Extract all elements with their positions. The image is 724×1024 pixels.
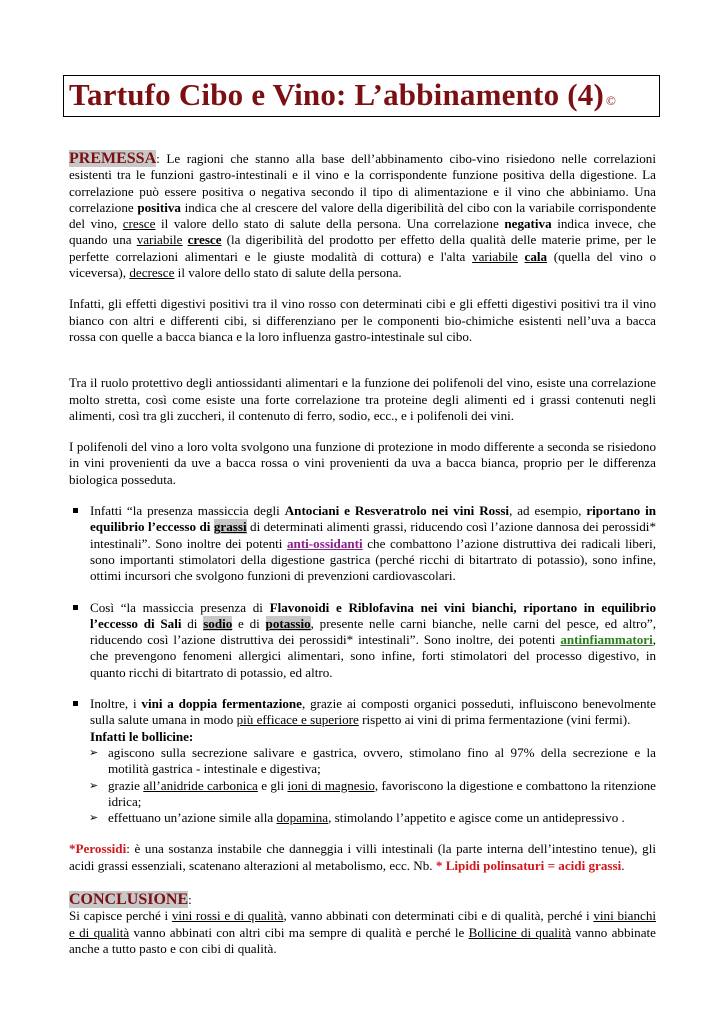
text-run: Si capisce perché i [69,908,172,924]
document-body [69,151,656,972]
bollicine-item [89,777,656,811]
bollicine-item [89,810,656,826]
paragraph-antiossidanti: Tra il ruolo protettivo degli antiossidanti alimentari e la funzione dei polifenoli del vino, esiste una correlazione molto stretta, così come esiste una forte correlazione tra proteine degli alimenti ed i grassi contenuti negli alimenti, così tra gli zuccheri, il contenuto di ferro, sodio, ecc., e i polifenoli dei vini. [69,375,656,423]
perossidi-label: Perossidi [75,841,127,857]
bullet-list [69,503,656,826]
text-run: , che prevengono fenomeni allergici alimentari, sono infine, forti stimolatori del processo digestivo, in quanto ricchi di bitartrato di potassio, ed altro. [90,632,656,680]
arrow-bullet-icon: ➢ [89,812,99,825]
lipidi-note: Lipidi polinsaturi = acidi grassi [445,857,622,873]
underline-piu-efficace: più efficace e superiore [236,712,359,728]
text-run: rispetto ai vini di prima fermentazione (vini fermi). [358,712,631,728]
bollicine-item [89,744,656,778]
text-run: , vanno abbinati con determinati cibi e di qualità, perché i [283,908,594,924]
title-text: Tartufo Cibo e Vino: L’abbinamento (4) [69,77,604,112]
text-run: , stimolando l’appetito e agisce come un antidepressivo . [328,810,625,826]
conclusione-section [69,892,656,957]
anti-ossidanti-term: anti-ossidanti [286,535,363,551]
conclusione-heading: CONCLUSIONE [69,890,189,908]
bold-underline-cala: cala [524,248,548,264]
note-star: * [435,857,446,873]
conclusione-colon: : [188,891,192,907]
underline-dopamina: dopamina [276,810,329,826]
text-run: agiscono sulla secrezione salivare e gastrica, ovvero, stimolano fino al 97% della secrezione e la motilità gastrica - intestinale e digestiva; [108,744,656,777]
text-run: . [621,857,625,873]
underline-vini-bianchi: vini bianchi e di qualità [69,908,656,940]
bold-underline-cresce: cresce [187,232,222,248]
text-run: effettuano un’azione simile alla [108,810,277,826]
premessa-paragraph [69,151,656,281]
text-run: , presente nelle carni bianche, nelle carni del pesce, ed altro”, riducendo così l’azione distruttiva dei perossidi* intestinali”. Sono inoltre, dei potenti [90,615,656,648]
text-run: Le ragioni che stanno alla base dell’abbinamento cibo-vino risiedono nelle correlazioni esistenti tra le funzioni gastro-intestinali e il vino e la corrispondente funzione positiva della digestione. La correlazione può essere positiva o negativa secondo il tipo di alimentazione e il vino che abbiniamo. Una correlazione [69,151,656,215]
paragraph-polifenoli: I polifenoli del vino a loro volta svolgono una funzione di protezione in modo differente a seconda se risiedono in vini provenienti da uve a bacca rossa o vini provenienti da uva a bacca bianca, proprio per le differenza biologica posseduta. [69,439,656,487]
perossidi-note [69,841,656,874]
bullet-doppia-fermentazione [90,696,656,826]
text-run: di [181,615,204,631]
text-run: e di [232,615,266,631]
antinfiammatori-term: antinfiammatori [560,632,653,648]
highlight-potassio: potassio [265,615,311,631]
bold-doppia-fermentazione: vini a doppia fermentazione [141,696,302,712]
text-run: che combattono l’azione distruttiva dei radicali liberi, sono importanti stimolatori della digestione gastrica (perché ricchi di bitartrato di potassio), sono infine, ottimi incursori che svolgono funzioni di prevenzioni cardiovascolari. [90,535,656,584]
bollicine-list [90,745,656,826]
conclusione-paragraph [69,908,656,957]
highlight-grassi: grassi [213,519,247,535]
text-space [518,249,525,264]
underline-variabile: variabile [472,248,518,264]
text-run: il valore dello stato di salute della persona. [174,265,402,281]
text-run: e gli [257,777,288,793]
underline-vini-rossi: vini rossi e di qualità [171,908,284,924]
text-run: il valore dello stato di salute della persona. Una correlazione [155,216,505,232]
text-run: (la digeribilità del prodotto per effetto della qualità delle materie prime, per le perfette correlazioni alimentari e le giuste modalità di cottura) e l'alta [69,232,657,264]
premessa-colon: : [156,151,160,166]
text-run: grazie [108,777,144,793]
underline-magnesio: ioni di magnesio, [287,777,379,793]
bold-flavonoidi: Flavonoidi e Riblofavina nei vini bianchi, riportano in equilibrio l’eccesso di Sali [90,599,656,631]
title-box [63,75,660,117]
text-run: indica che al crescere del valore della digeribilità del cibo con la variabile corrispondente del vino, [69,199,657,232]
text-run: di determinati alimenti grassi, riducendo così l’azione dannosa dei perossidi* intestinali”. Sono inoltre dei potenti [90,519,656,551]
underline-bollicine: Bollicine di qualità [468,924,572,940]
bold-positiva: positiva [137,199,181,215]
bold-antociani: Antociani e Resveratrolo nei vini Rossi [284,503,510,519]
text-run: favoriscono la digestione e combattono la ritenzione idrica; [108,777,656,809]
text-run: vanno abbinate anche a tutto pasto e con cibi di qualità. [69,924,656,956]
text-run: indica invece, che quando una [69,216,656,248]
highlight-sodio: sodio [203,615,233,631]
arrow-bullet-icon: ➢ [89,779,99,792]
underline-anidride: all’anidride carbonica [143,777,258,793]
text-run: (quella del vino o viceversa), [69,248,656,281]
arrow-bullet-icon: ➢ [89,746,99,759]
conclusione-heading-line [69,892,656,908]
text-run: Così “la massiccia presenza di [90,599,270,615]
note-star: * [69,841,76,857]
underline-variabile: variabile [136,232,183,248]
paragraph-effetti: Infatti, gli effetti digestivi positivi tra il vino rosso con determinati cibi e gli effetti digestivi positivi tra il vino bianco con altri e differenti cibi, si differenziano per le componenti bio-chimiche esistenti nell’uva a bacca rossa con quelle a bacca bianca e la loro influenza gastro-intestinale sul cibo. [69,296,656,344]
text-run: , grazie ai composti organici posseduti, influiscono benevolmente sulla salute umana in modo [90,696,656,728]
premessa-heading: PREMESSA [69,150,157,167]
bold-negativa: negativa [504,216,552,232]
text-run: vanno abbinati con altri cibi ma sempre di qualità e perché le [129,924,469,940]
underline-decresce: decresce [129,265,175,281]
bold-riportano: riportano in equilibrio l’eccesso di [90,503,657,535]
page-title [69,77,616,113]
bollicine-label: Infatti le bollicine: [90,728,194,744]
copyright-symbol: © [605,93,617,108]
text-run: , ad esempio, [509,503,587,519]
text-run: : è una sostanza instabile che danneggia i villi intestinali (la parte interna dell’intestino tenue), gli acidi grassi essenziali, scatenano alterazioni al metabolismo, ecc. Nb. [69,841,656,873]
text-run: Infatti “la presenza massiccia degli [90,503,285,519]
text-run: Inoltre, i [90,696,142,712]
underline-cresce: cresce [122,216,156,232]
bullet-rossi [90,503,656,584]
bullet-bianchi [90,600,656,681]
